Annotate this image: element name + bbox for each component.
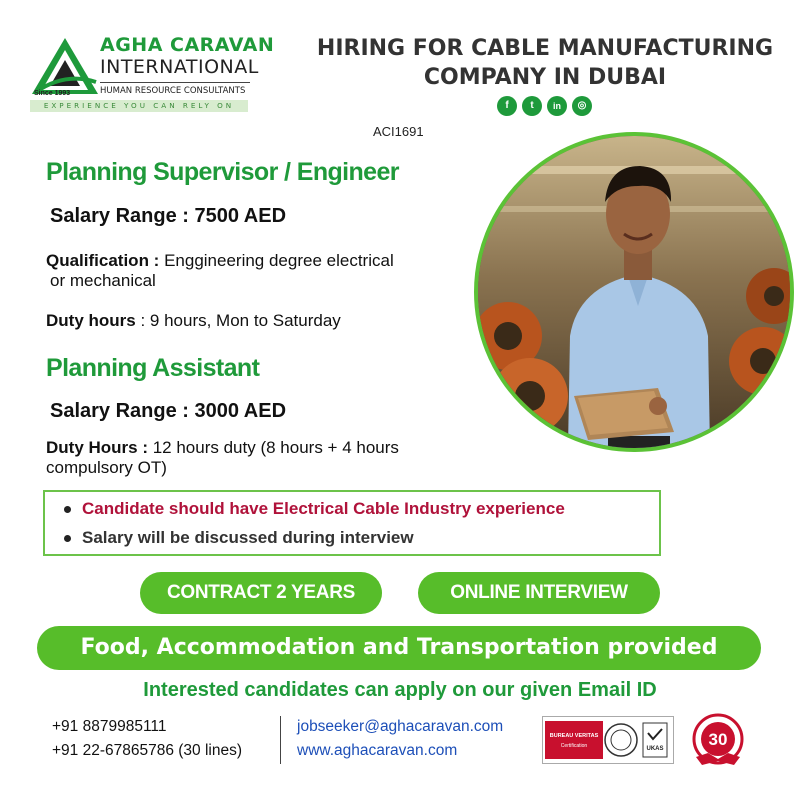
phone-number-1[interactable]: +91 8879985111 xyxy=(52,718,167,735)
benefits-banner: Food, Accommodation and Transportation provided xyxy=(37,626,761,670)
twitter-icon[interactable]: t xyxy=(522,96,542,116)
brand-name: AGHA CARAVAN xyxy=(100,34,275,56)
title-line-1: HIRING FOR CABLE MANUFACTURING xyxy=(316,36,774,61)
brand-divider xyxy=(100,82,250,83)
anniversary-award-icon xyxy=(690,713,746,769)
requirement-item xyxy=(64,528,414,548)
requirement-text: Salary will be discussed during interview xyxy=(82,528,414,547)
apply-instructions: Interested candidates can apply on our given Email ID xyxy=(143,679,657,701)
company-logo-icon xyxy=(30,36,100,96)
brand-tagline: EXPERIENCE YOU CAN RELY ON xyxy=(30,100,248,112)
worker-illustration xyxy=(478,136,790,448)
phone-number-2[interactable]: +91 22-67865786 (30 lines) xyxy=(52,742,243,759)
qualification-1 xyxy=(46,251,394,291)
facebook-icon[interactable]: f xyxy=(497,96,517,116)
page-title xyxy=(300,34,790,92)
certification-logo-icon xyxy=(543,717,673,763)
job-title-planning-assistant: Planning Assistant xyxy=(46,354,260,382)
interview-badge: ONLINE INTERVIEW xyxy=(418,572,660,614)
duty-hours-2 xyxy=(46,438,399,478)
reference-code: ACI1691 xyxy=(373,124,424,139)
duty-value-2: compulsory OT) xyxy=(46,458,167,477)
requirement-item xyxy=(64,499,565,519)
bureau-veritas-certification-badge xyxy=(542,716,674,764)
website-link[interactable]: www.aghacaravan.com xyxy=(297,742,458,759)
since-label: Since 1993 xyxy=(34,90,71,97)
qualification-value-2: or mechanical xyxy=(50,271,156,290)
cert-text: BUREAU VERITAS xyxy=(549,733,599,739)
salary-range-1: Salary Range : 7500 AED xyxy=(50,205,287,227)
bullet-icon xyxy=(64,535,71,542)
duty-value: 12 hours duty (8 hours + 4 hours xyxy=(148,438,399,457)
contract-badge: CONTRACT 2 YEARS xyxy=(140,572,382,614)
qualification-label: Qualification : xyxy=(46,251,160,270)
duty-label: Duty Hours : xyxy=(46,438,148,457)
brand-subtitle: HUMAN RESOURCE CONSULTANTS xyxy=(100,86,246,96)
brand-name-line2: INTERNATIONAL xyxy=(100,56,259,78)
email-link[interactable]: jobseeker@aghacaravan.com xyxy=(297,718,504,735)
duty-hours-1 xyxy=(46,311,341,331)
title-line-2: COMPANY IN DUBAI xyxy=(423,65,667,90)
cert-sub: Certification xyxy=(560,743,588,749)
instagram-icon[interactable]: ◎ xyxy=(572,96,592,116)
ukas-text: UKAS xyxy=(646,746,664,752)
duty-value: : 9 hours, Mon to Saturday xyxy=(135,311,341,330)
candidate-photo xyxy=(474,132,794,452)
award-number: 30 xyxy=(708,730,728,749)
duty-label: Duty hours xyxy=(46,311,136,330)
salary-range-2: Salary Range : 3000 AED xyxy=(50,400,287,422)
linkedin-icon[interactable]: in xyxy=(547,96,567,116)
job-title-planning-supervisor: Planning Supervisor / Engineer xyxy=(46,158,399,186)
footer-divider xyxy=(280,716,281,764)
bullet-icon xyxy=(64,506,71,513)
social-links xyxy=(497,96,592,116)
qualification-value: Enggineering degree electrical xyxy=(159,251,394,270)
requirement-text: Candidate should have Electrical Cable Industry experience xyxy=(82,499,565,518)
